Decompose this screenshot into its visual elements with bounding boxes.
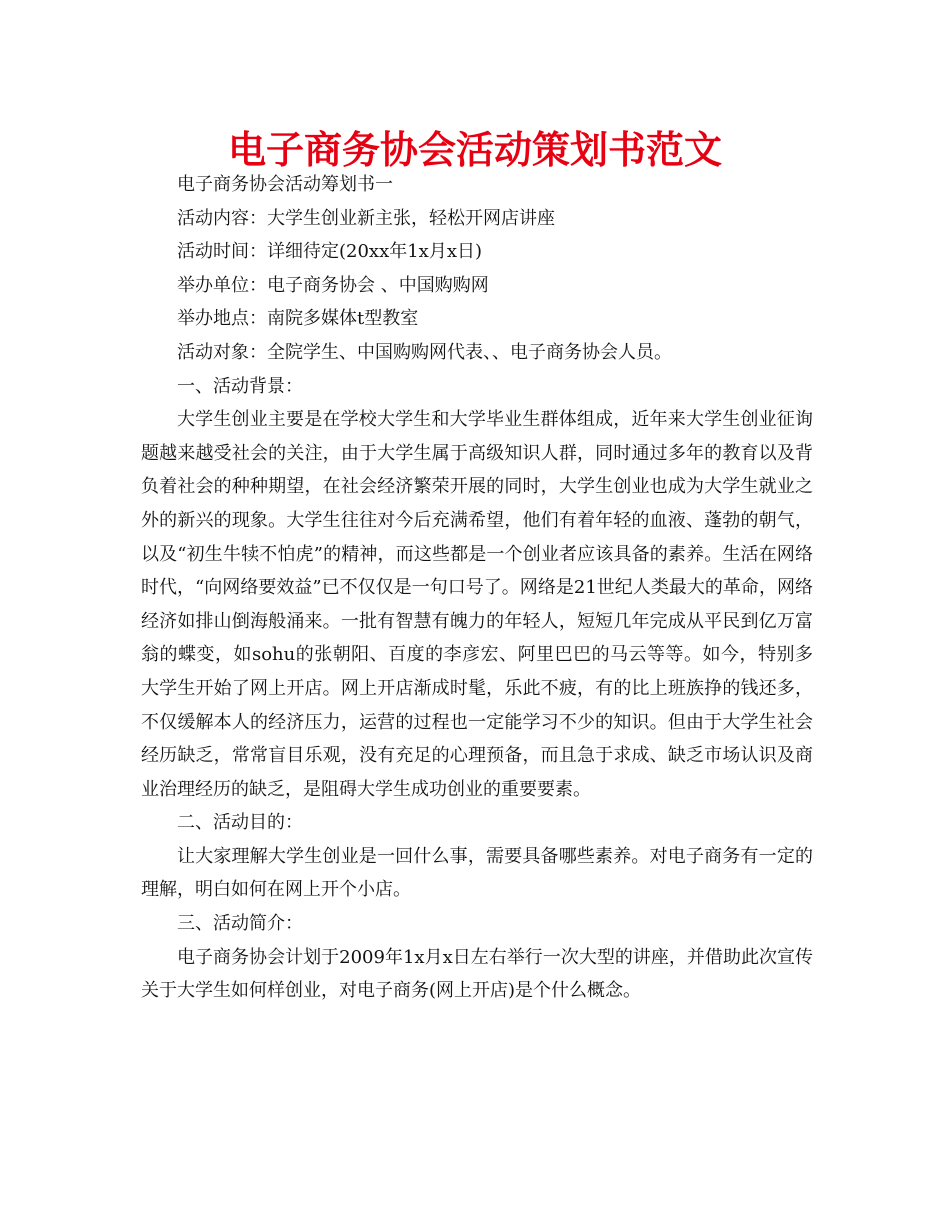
section-goal-heading: 二、活动目的： [177,812,303,834]
section-background-heading: 一、活动背景： [177,375,303,397]
background-paragraph: 大学生创业主要是在学校大学生和大学毕业生群体组成，近年来大学生创业征询题越来越受社会的关注，由于大学生属于高级知识人群，同时通过多年的教育以及背负着社会的种种期望，在社会经济繁荣开展的同时，大学生创业也成为大学生就业之外的新兴的现象。大学生往往对今后充满希望，他们有着年轻的血液、蓬勃的朝气，以及“初生牛犊不怕虎”的精神，而这些都是一个创业者应该具备的素养。生活在网络时代，“向网络要效益”已不仅仅是一句口号了。网络是21世纪人类最大的革命，网络经济如排山倒海般涌来。一批有智慧有魄力的年轻人，短短几年完成从平民到亿万富翁的蝶变，如sohu的张朝阳、百度的李彦宏、阿里巴巴的马云等等。如今，特别多大学生开始了网上开店。网上开店渐成时髦，乐此不疲，有的比上班族挣的钱还多，不仅缓解本人的经济压力，运营的过程也一定能学习不少的知识。但由于大学生社会经历缺乏，常常盲目乐观，没有充足的心理预备，而且急于求成、缺乏市场认识及商业治理经历的缺乏，是阻碍大学生成功创业的重要要素。 [141,409,813,800]
intro-paragraph: 电子商务协会计划于2009年1x月x日左右举行一次大型的讲座，并借助此次宣传关于大学生如何样创业，对电子商务(网上开店)是个什么概念。 [141,946,813,1002]
venue-line: 举办地点：南院多媒体t型教室 [177,308,419,330]
activity-content-line: 活动内容：大学生创业新主张，轻松开网店讲座 [177,207,555,229]
document-title: 电子商务协会活动策划书范文 [227,128,722,172]
organizer-line: 举办单位：电子商务协会 、中国购购网 [177,274,489,296]
audience-line: 活动对象：全院学生、中国购购网代表、、电子商务协会人员。 [177,341,672,363]
activity-time-line: 活动时间：详细待定(20xx年1x月x日) [177,241,483,263]
goal-paragraph: 让大家理解大学生创业是一回什么事，需要具备哪些素养。对电子商务有一定的理解，明白如何在网上开个小店。 [141,845,813,901]
section-intro-heading: 三、活动简介： [177,913,303,935]
subtitle-line: 电子商务协会活动筹划书一 [177,174,393,195]
document-body [141,168,813,1008]
